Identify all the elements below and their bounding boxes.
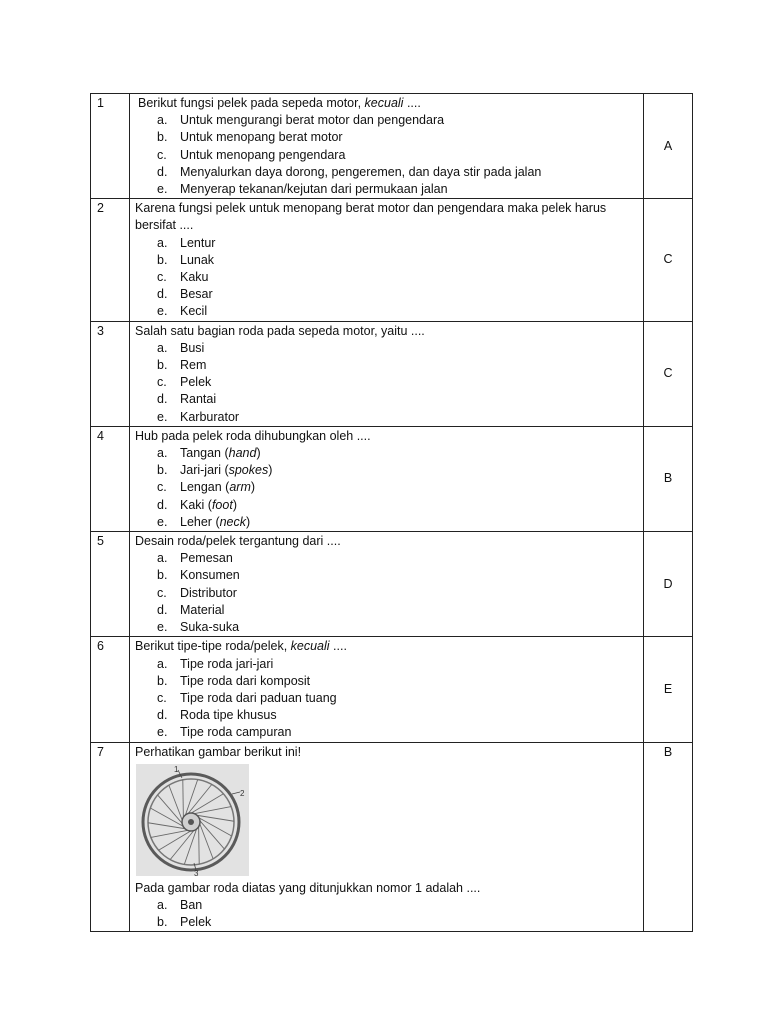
text-segment: Leher ( [180,514,220,529]
emphasis-text: spokes [228,463,269,478]
question-content [130,199,644,321]
option-item [157,514,643,531]
text-segment: Rem [180,358,207,373]
option-text [180,409,239,426]
text-segment: Kecil [180,304,208,319]
question-content [130,426,644,531]
option-letter: a. [157,656,168,671]
option-text [180,129,343,146]
emphasis-text: kecuali [364,96,404,110]
option-letter: a. [157,340,168,355]
option-text [180,112,444,129]
option-text [180,445,261,462]
figure-label-1: 1 [174,764,179,774]
options-list [135,550,643,636]
option-item [157,673,643,690]
option-letter: e. [157,725,168,740]
question-number: 1 [91,94,130,199]
quiz-table [90,93,693,932]
question-row [91,637,693,742]
option-text [180,897,202,914]
option-text [180,602,224,619]
option-letter: b. [157,463,168,478]
question-content [130,321,644,426]
text-segment: Lengan ( [180,480,230,495]
option-letter: d. [157,708,168,723]
text-segment: ) [232,497,237,512]
figure-label-2: 2 [240,788,245,798]
option-text [180,357,206,374]
question-text [135,533,643,550]
text-segment: Besar [180,287,213,302]
question-text [135,323,643,340]
quiz-body [91,94,693,932]
option-text [180,497,237,514]
text-segment: Hub pada pelek roda dihubungkan oleh .... [135,428,371,443]
option-text [180,567,240,584]
option-letter: e. [157,620,168,635]
question-number: 3 [91,321,130,426]
text-segment: Untuk menopang pengendara [180,147,346,162]
option-item [157,357,643,374]
emphasis-text: kecuali [290,639,330,654]
option-text [180,181,448,198]
option-text [180,619,239,636]
option-item [157,391,643,408]
question-number: 2 [91,199,130,321]
text-segment: Kaki ( [180,497,212,512]
option-item [157,656,643,673]
option-item [157,897,643,914]
text-segment: Kaku [180,270,209,285]
question-text [135,744,643,761]
option-item [157,181,643,198]
question-number: 7 [91,742,130,932]
option-text [180,164,541,181]
text-segment: Perhatikan gambar berikut ini! [135,744,302,759]
emphasis-text: arm [229,480,251,495]
options-list [135,656,643,742]
question-row [91,321,693,426]
option-item [157,724,643,741]
option-item [157,914,643,931]
option-item [157,164,643,181]
option-item [157,619,643,636]
options-list [135,340,643,426]
question-content [130,742,644,932]
text-segment: Pelek [180,375,212,390]
option-item [157,112,643,129]
text-segment: Distributor [180,585,237,600]
option-letter: c. [157,270,167,285]
answer-key: B [644,426,693,531]
option-text [180,673,310,690]
wheel-figure [136,764,249,876]
option-letter: a. [157,113,168,128]
question-content [130,532,644,637]
option-item [157,147,643,164]
question-text [135,638,643,655]
text-segment: Jari-jari ( [180,463,229,478]
axle [188,819,194,825]
text-segment: Pemesan [180,551,233,566]
option-letter: a. [157,551,168,566]
question-text [135,95,643,112]
option-letter: d. [157,602,168,617]
text-segment: Salah satu bagian roda pada sepeda motor, yaitu .... [135,323,425,338]
option-text [180,550,233,567]
option-letter: b. [157,915,168,930]
option-letter: b. [157,130,168,145]
emphasis-text: foot [211,497,233,512]
options-list [135,112,643,198]
question-row [91,532,693,637]
text-segment: Tipe roda jari-jari [180,656,274,671]
text-segment: ) [256,446,261,461]
option-text [180,269,209,286]
option-item [157,585,643,602]
option-item [157,340,643,357]
text-segment: Roda tipe khusus [180,708,277,723]
options-list [135,897,643,931]
question-row [91,742,693,932]
answer-key: E [644,637,693,742]
option-text [180,724,291,741]
option-text [180,303,207,320]
option-text [180,585,237,602]
option-item [157,602,643,619]
option-letter: e. [157,182,168,197]
option-letter: b. [157,358,168,373]
text-segment: Karburator [180,409,240,424]
text-segment: Menyalurkan daya dorong, pengeremen, dan daya stir pada jalan [180,164,542,179]
option-letter: b. [157,568,168,583]
question-row [91,426,693,531]
question-number: 6 [91,637,130,742]
text-segment: Untuk menopang berat motor [180,130,343,145]
text-segment: Pelek [180,915,212,930]
option-letter: d. [157,164,168,179]
option-letter: c. [157,480,167,495]
text-segment: ) [246,514,251,529]
option-item [157,707,643,724]
answer-key: B [644,742,693,932]
option-text [180,374,211,391]
option-item [157,550,643,567]
text-segment: Ban [180,897,203,912]
emphasis-text: hand [228,446,257,461]
question-row [91,94,693,199]
figure-label-3: 3 [194,868,199,876]
option-letter: d. [157,497,168,512]
text-segment: Berikut fungsi pelek pada sepeda motor, [138,96,365,110]
option-text [180,147,345,164]
options-list [135,235,643,321]
text-segment: Suka-suka [180,620,240,635]
option-text [180,340,204,357]
option-text [180,690,337,707]
text-segment: Tipe roda campuran [180,725,292,740]
text-segment: Untuk mengurangi berat motor dan pengendara [180,113,445,128]
option-item [157,497,643,514]
option-letter: e. [157,409,168,424]
text-segment: Berikut tipe-tipe roda/pelek, [135,639,291,654]
text-segment: Lentur [180,235,216,250]
option-item [157,374,643,391]
option-text [180,707,277,724]
option-letter: c. [157,585,167,600]
option-letter: c. [157,375,167,390]
text-segment: Lunak [180,252,215,267]
option-text [180,462,272,479]
text-segment: Tangan ( [180,446,229,461]
text-segment: Busi [180,340,205,355]
text-segment: Tipe roda dari komposit [180,673,311,688]
option-item [157,286,643,303]
option-item [157,252,643,269]
answer-key: A [644,94,693,199]
option-text [180,914,211,931]
text-segment: Tipe roda dari paduan tuang [180,690,337,705]
emphasis-text: neck [219,514,247,529]
followup-question: Pada gambar roda diatas yang ditunjukkan nomor 1 adalah .... [135,880,481,895]
text-segment: Material [180,602,225,617]
text-segment: ) [250,480,256,495]
option-letter: e. [157,304,168,319]
question-number: 5 [91,532,130,637]
text-segment: Desain roda/pelek tergantung dari .... [135,534,341,549]
option-text [180,252,214,269]
text-segment: Konsumen [180,568,240,583]
option-letter: c. [157,690,167,705]
option-text [180,514,250,531]
option-letter: a. [157,235,168,250]
option-item [157,235,643,252]
option-item [157,462,643,479]
option-text [180,235,215,252]
option-item [157,129,643,146]
answer-key: D [644,532,693,637]
option-item [157,269,643,286]
question-content [130,94,644,199]
question-row [91,199,693,321]
option-letter: d. [157,287,168,302]
text-segment: .... [403,96,421,110]
option-item [157,479,643,496]
option-item [157,409,643,426]
answer-key: C [644,199,693,321]
text-segment: Menyerap tekanan/kejutan dari permukaan jalan [180,182,448,197]
option-item [157,303,643,320]
option-item [157,690,643,707]
option-letter: d. [157,392,168,407]
option-letter: a. [157,897,168,912]
option-item [157,445,643,462]
option-letter: b. [157,252,168,267]
option-text [180,391,216,408]
option-text [180,286,213,303]
text-segment: .... [329,639,347,654]
question-text [135,428,643,445]
option-letter: b. [157,673,168,688]
options-list [135,445,643,531]
text-segment: Rantai [180,392,217,407]
option-item [157,567,643,584]
question-text [135,200,643,234]
option-letter: a. [157,446,168,461]
text-segment: ) [268,463,273,478]
question-content [130,637,644,742]
text-segment: Karena fungsi pelek untuk menopang berat motor dan pengendara maka pelek harus bersifat .... [135,201,607,233]
question-number: 4 [91,426,130,531]
option-letter: c. [157,147,167,162]
answer-key: C [644,321,693,426]
option-text [180,656,273,673]
option-letter: e. [157,514,168,529]
option-text [180,479,255,496]
